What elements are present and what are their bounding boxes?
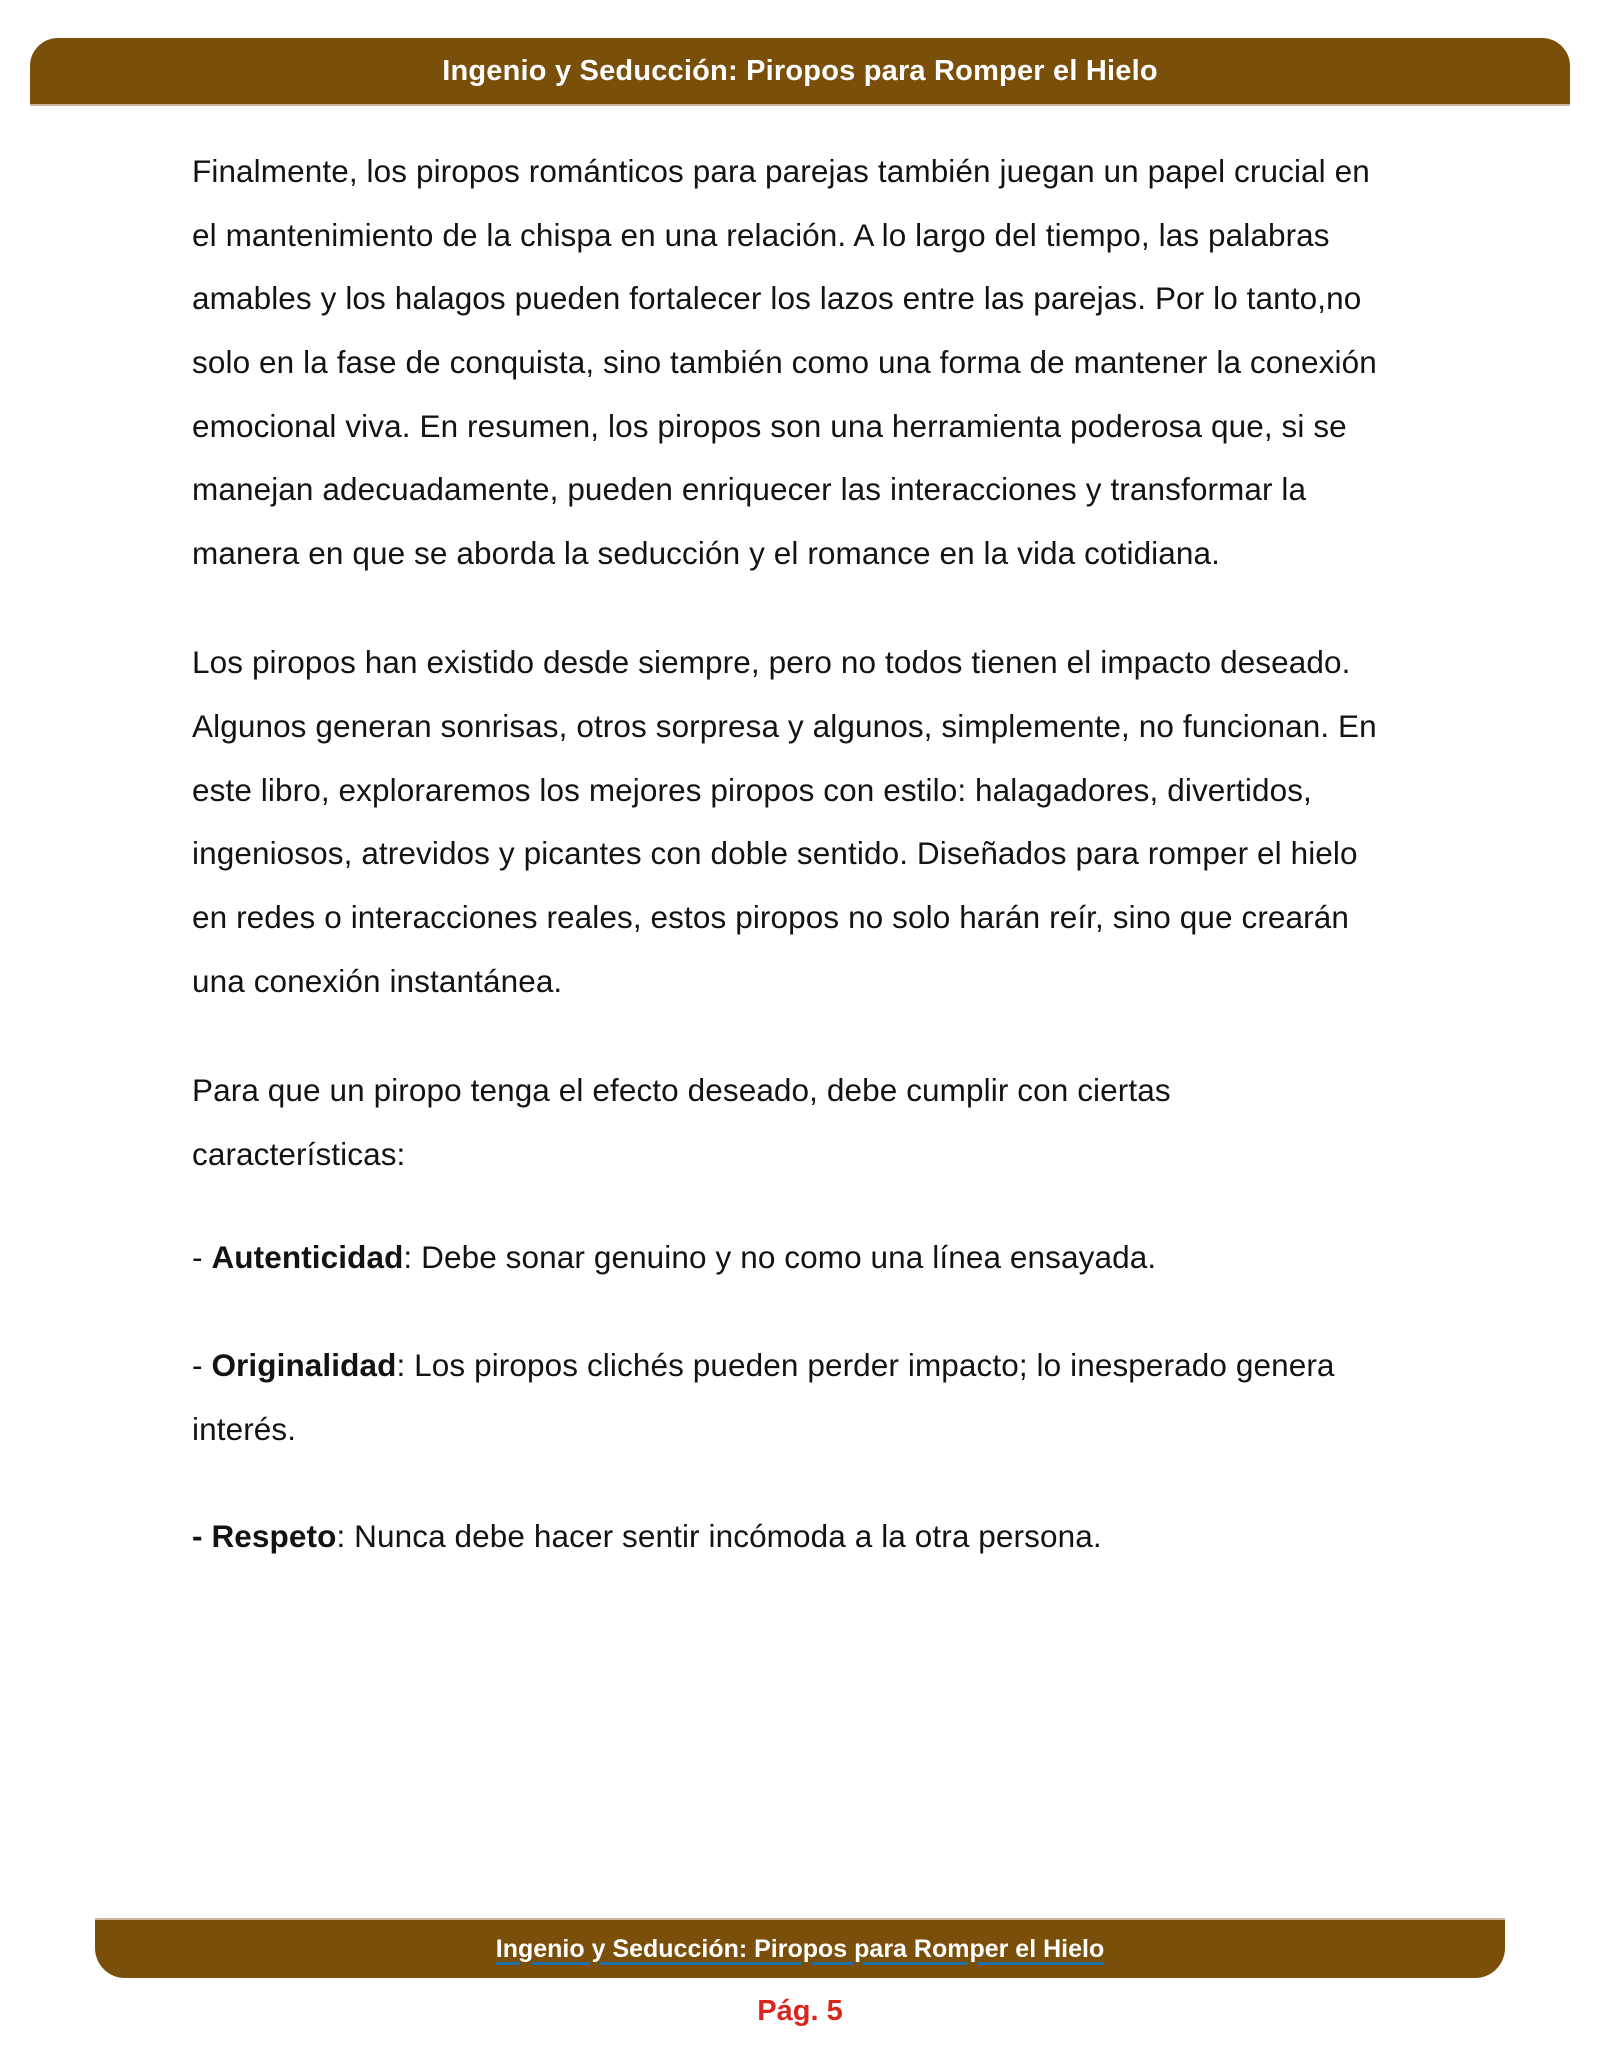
bullet-text: : Los piropos clichés pueden perder impacto; lo inesperado genera interés. [192,1347,1335,1447]
bullet-item-originalidad [192,1334,1382,1461]
bullet-term: Originalidad [211,1347,397,1383]
page-footer-banner [95,1918,1505,1978]
paragraph-1: Finalmente, los piropos románticos para parejas también juegan un papel crucial en el mantenimiento de la chispa en una relación. A lo largo del tiempo, las palabras amables y los halagos pueden fortalecer los lazos entre las parejas. Por lo tanto,no solo en la fase de conquista, sino también como una forma de mantener la conexión emocional viva. En resumen, los piropos son una herramienta poderosa que, si se manejan adecuadamente, pueden enriquecer las interacciones y transformar la manera en que se aborda la seducción y el romance en la vida cotidiana. [192,153,1377,571]
bullet-text: : Nunca debe hacer sentir incómoda a la otra persona. [336,1518,1102,1555]
bullet-item-autenticidad [192,1226,1382,1290]
paragraph-3: Para que un piropo tenga el efecto deseado, debe cumplir con ciertas características: [192,1072,1171,1172]
page-number: Pág. 5 [757,1995,843,2027]
bullet-dash: - [192,1518,212,1555]
bullet-item-respeto [192,1505,1382,1569]
page-footer-title: Ingenio y Seducción: Piropos para Romper el Hielo [495,1934,1105,1963]
bullet-text: : Debe sonar genuino y no como una línea ensayada. [403,1239,1157,1276]
paragraph-2: Los piropos han existido desde siempre, pero no todos tienen el impacto deseado. Algunos generan sonrisas, otros sorpresa y algunos, simplemente, no funcionan. En este libro, exploraremos los mejores piropos con estilo: halagadores, divertidos, ingeniosos, atrevidos y picantes con doble sentido. Diseñados para romper el hielo en redes o interacciones reales, estos piropos no solo harán reír, sino que crearán una conexión instantánea. [192,644,1377,999]
bullet-term: Respeto [211,1518,337,1555]
page-header-title: Ingenio y Seducción: Piropos para Romper el Hielo [442,54,1158,87]
bullet-dash: - [192,1239,212,1276]
document-body [192,140,1382,1569]
bullet-dash: - [192,1347,212,1383]
page-header-banner [30,38,1570,106]
bullet-term: Autenticidad [211,1239,404,1276]
